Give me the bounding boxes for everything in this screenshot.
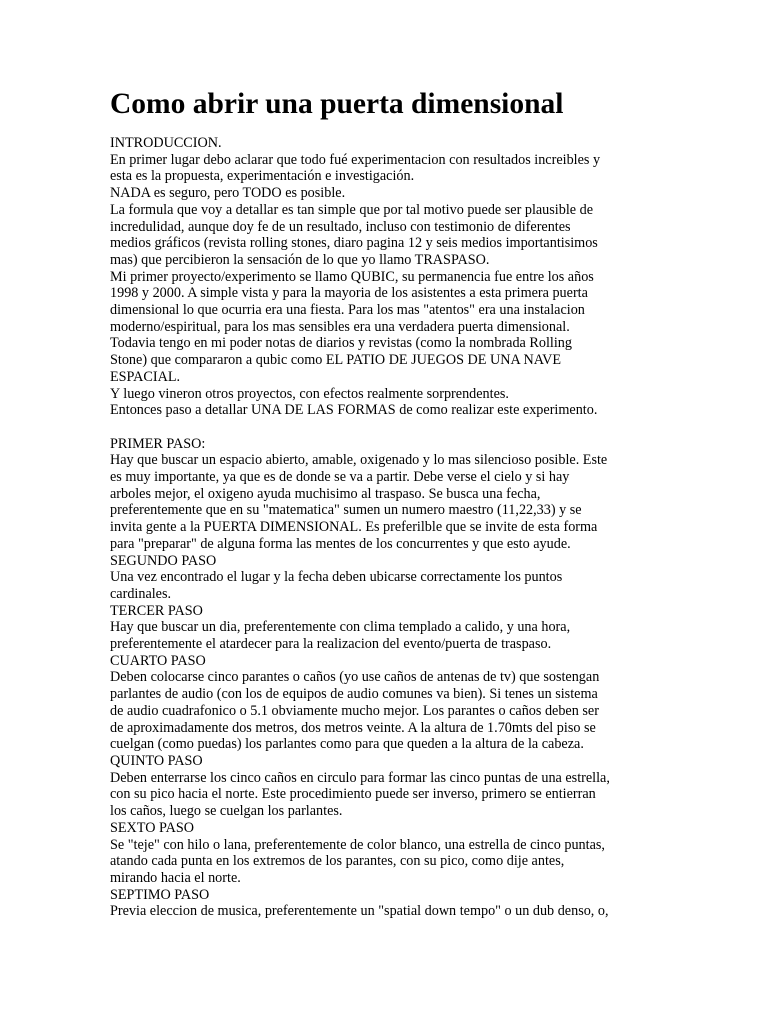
document-body — [110, 135, 655, 920]
text-line: atando cada punta en los extremos de los parantes, con su pico, como dije antes, — [110, 853, 565, 870]
text-line: Y luego vineron otros proyectos, con efectos realmente sorprendentes. — [110, 385, 509, 402]
text-line: mirando hacia el norte. — [110, 869, 241, 886]
text-line: Previa eleccion de musica, preferentemente un "spatial down tempo" o un dub denso, o, — [110, 903, 609, 920]
text-line: INTRODUCCION. — [110, 135, 222, 151]
text-line: dimensional lo que ocurria era una fiesta. Para los mas "atentos" era una instalacion — [110, 302, 585, 319]
text-line: parlantes de audio (con los de equipos de audio comunes va bien). Si tenes un sistema — [110, 686, 598, 703]
text-line: ESPACIAL. — [110, 368, 181, 385]
text-line: para "preparar" de alguna forma las mentes de los concurrentes y que esto ayude. — [110, 535, 571, 552]
text-line: cuelgan (como puedas) los parlantes como para que queden a la altura de la cabeza. — [110, 736, 584, 753]
text-line: SEPTIMO PASO — [110, 886, 210, 903]
text-line: con su pico hacia el norte. Este procedimiento puede ser inverso, primero se entierran — [110, 786, 596, 803]
text-line: Una vez encontrado el lugar y la fecha deben ubicarse correctamente los puntos — [110, 569, 563, 586]
text-line: preferentemente que en su "matematica" sumen un numero maestro (11,22,33) y se — [110, 502, 582, 519]
text-line: cardinales. — [110, 585, 172, 602]
text-line: Deben enterrarse los cinco caños en circulo para formar las cinco puntas de una estrella, — [110, 769, 610, 786]
text-line: moderno/espiritual, para los mas sensibles era una verdadera puerta dimensional. — [110, 318, 570, 335]
text-line: es muy importante, ya que es de donde se va a partir. Debe verse el cielo y si hay — [110, 469, 570, 486]
text-line: preferentemente el atardecer para la realizacion del evento/puerta de traspaso. — [110, 636, 552, 653]
text-line: TERCER PASO — [110, 602, 203, 619]
text-line: Se "teje" con hilo o lana, preferentemente de color blanco, una estrella de cinco puntas, — [110, 836, 605, 853]
text-line: Deben colocarse cinco parantes o caños (yo use caños de antenas de tv) que sostengan — [110, 669, 600, 686]
text-line: invita gente a la PUERTA DIMENSIONAL. Es preferilble que se invite de esta forma — [110, 519, 598, 536]
text-line: NADA es seguro, pero TODO es posible. — [110, 185, 346, 202]
text-line: PRIMER PASO: — [110, 435, 206, 452]
text-line: Stone) que compararon a qubic como EL PATIO DE JUEGOS DE UNA NAVE — [110, 352, 562, 369]
text-line: CUARTO PASO — [110, 652, 206, 669]
text-line: Todavia tengo en mi poder notas de diarios y revistas (como la nombrada Rolling — [110, 335, 572, 352]
text-line: medios gráficos (revista rolling stones, diaro pagina 12 y seis medios importantisimos — [110, 235, 598, 252]
text-line: de audio cuadrafonico o 5.1 obviamente mucho mejor. Los parantes o caños deben ser — [110, 702, 599, 719]
document-page — [110, 84, 655, 920]
text-line: Entonces paso a detallar UNA DE LAS FORMAS de como realizar este experimento. — [110, 402, 598, 419]
text-line: esta es la propuesta, experimentación e investigación. — [110, 168, 415, 185]
text-line: incredulidad, aunque doy fe de un resultado, incluso con testimonio de diferentes — [110, 218, 571, 235]
text-line: SEGUNDO PASO — [110, 552, 217, 569]
text-line: La formula que voy a detallar es tan simple que por tal motivo puede ser plausible de — [110, 201, 594, 218]
text-line: 1998 y 2000. A simple vista y para la mayoria de los asistentes a esta primera puerta — [110, 285, 588, 302]
blank-line — [110, 419, 655, 436]
text-line: SEXTO PASO — [110, 819, 194, 836]
text-line: En primer lugar debo aclarar que todo fué experimentacion con resultados increibles y — [110, 151, 601, 168]
text-line: QUINTO PASO — [110, 753, 203, 769]
text-line: Mi primer proyecto/experimento se llamo QUBIC, su permanencia fue entre los años — [110, 268, 594, 285]
document-title: Como abrir una puerta dimensional — [110, 88, 564, 120]
text-line: Hay que buscar un espacio abierto, amable, oxigenado y lo mas silencioso posible. Este — [110, 452, 608, 469]
text-line: Hay que buscar un dia, preferentemente con clima templado a calido, y una hora, — [110, 619, 571, 636]
text-line: los caños, luego se cuelgan los parlantes. — [110, 803, 343, 820]
text-line: de aproximadamente dos metros, dos metros veinte. A la altura de 1.70mts del piso se — [110, 719, 596, 736]
text-line: mas) que percibieron la sensación de lo que yo llamo TRASPASO. — [110, 251, 490, 268]
text-line: arboles mejor, el oxigeno ayuda muchisimo al traspaso. Se busca una fecha, — [110, 485, 541, 502]
